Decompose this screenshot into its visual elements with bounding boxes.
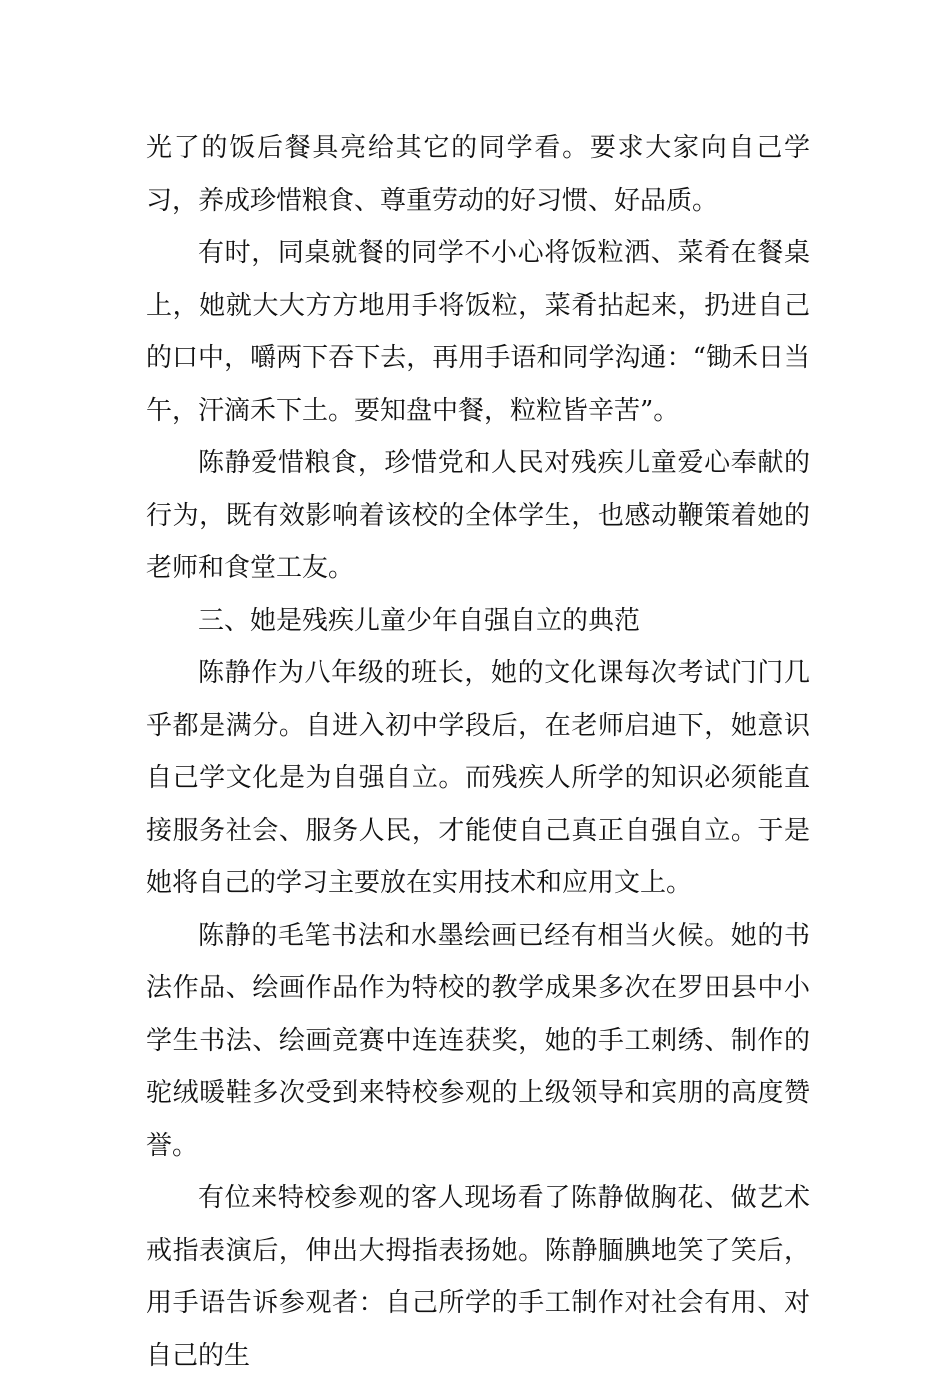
paragraph-cherish-food: 陈静爱惜粮食，珍惜党和人民对残疾儿童爱心奉献的行为，既有效影响着该校的全体学生，也感动鞭策着她的老师和食堂工友。 (146, 448, 810, 583)
paragraph-visitor: 有位来特校参观的客人现场看了陈静做胸花、做艺术戒指表演后，伸出大拇指表扬她。陈静腼腆地笑了笑后，用手语告诉参观者：自己所学的手工制作对社会有用、对自己的生 (146, 1183, 810, 1371)
paragraph-class-monitor: 陈静作为八年级的班长，她的文化课每次考试门门几乎都是满分。自进入初中学段后，在老师启迪下，她意识自己学文化是为自强自立。而残疾人所学的知识必须能直接服务社会、服务人民，才能使自己真正自强自立。于是她将自己的学习主要放在实用技术和应用文上。 (146, 658, 810, 898)
paragraph-classmates-rice: 有时，同桌就餐的同学不小心将饭粒洒、菜肴在餐桌上，她就大大方方地用手将饭粒，菜肴拈起来，扔进自己的口中，嚼两下吞下去，再用手语和同学沟通：“锄禾日当午，汗滴禾下土。要知盘中餐，粒粒皆辛苦”。 (146, 238, 810, 426)
paragraph-continuation: 光了的饭后餐具亮给其它的同学看。要求大家向自己学习，养成珍惜粮食、尊重劳动的好习惯、好品质。 (146, 133, 810, 216)
document-body (146, 122, 810, 1382)
paragraph-calligraphy: 陈静的毛笔书法和水墨绘画已经有相当火候。她的书法作品、绘画作品作为特校的教学成果多次在罗田县中小学生书法、绘画竞赛中连连获奖，她的手工刺绣、制作的驼绒暖鞋多次受到来特校参观的上级领导和宾朋的高度赞誉。 (146, 920, 810, 1161)
section-heading-3: 三、她是残疾儿童少年自强自立的典范 (198, 605, 641, 636)
